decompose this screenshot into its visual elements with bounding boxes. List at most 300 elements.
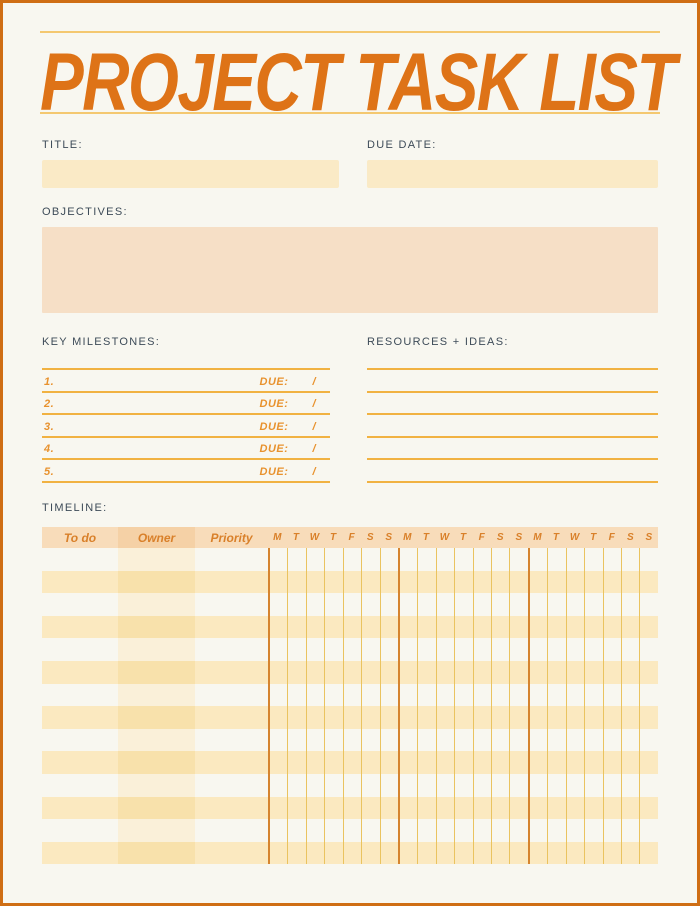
day-cell[interactable] [584,842,602,865]
day-cell[interactable] [566,729,584,752]
day-cell[interactable] [306,548,324,571]
day-cell[interactable] [454,729,472,752]
day-cell[interactable] [639,797,657,820]
day-cell[interactable] [454,593,472,616]
day-cell[interactable] [287,729,305,752]
day-cell[interactable] [343,571,361,594]
day-cell[interactable] [603,729,621,752]
day-cell[interactable] [361,751,379,774]
day-cell[interactable] [454,548,472,571]
day-cell[interactable] [361,616,379,639]
day-cell[interactable] [268,729,287,752]
day-cell[interactable] [361,797,379,820]
day-cell[interactable] [287,774,305,797]
day-cell[interactable] [566,706,584,729]
day-cell[interactable] [509,638,527,661]
day-cell[interactable] [509,751,527,774]
day-cell[interactable] [306,729,324,752]
day-cell[interactable] [547,842,565,865]
day-cell[interactable] [639,819,657,842]
day-cell[interactable] [324,661,342,684]
day-cell[interactable] [287,797,305,820]
day-cell[interactable] [287,548,305,571]
day-cell[interactable] [268,571,287,594]
day-cell[interactable] [547,661,565,684]
day-cell[interactable] [343,774,361,797]
day-cell[interactable] [417,616,435,639]
day-cell[interactable] [491,774,509,797]
day-cell[interactable] [306,842,324,865]
day-cell[interactable] [361,684,379,707]
day-cell[interactable] [454,819,472,842]
day-cell[interactable] [287,593,305,616]
day-cell[interactable] [417,751,435,774]
day-cell[interactable] [547,819,565,842]
cell-todo[interactable] [42,842,118,865]
day-cell[interactable] [361,774,379,797]
day-cell[interactable] [621,842,639,865]
day-cell[interactable] [491,548,509,571]
day-cell[interactable] [380,751,398,774]
day-cell[interactable] [491,729,509,752]
day-cell[interactable] [306,774,324,797]
day-cell[interactable] [287,842,305,865]
day-cell[interactable] [398,593,417,616]
resource-line[interactable] [367,415,658,438]
day-cell[interactable] [361,706,379,729]
day-cell[interactable] [417,774,435,797]
day-cell[interactable] [268,684,287,707]
cell-priority[interactable] [195,638,268,661]
day-cell[interactable] [417,797,435,820]
day-cell[interactable] [621,751,639,774]
day-cell[interactable] [528,593,547,616]
day-cell[interactable] [528,729,547,752]
day-cell[interactable] [584,616,602,639]
day-cell[interactable] [491,638,509,661]
day-cell[interactable] [639,571,657,594]
day-cell[interactable] [509,774,527,797]
cell-priority[interactable] [195,751,268,774]
day-cell[interactable] [454,751,472,774]
day-cell[interactable] [436,774,454,797]
day-cell[interactable] [324,638,342,661]
objectives-textarea[interactable] [42,227,658,313]
day-cell[interactable] [639,661,657,684]
day-cell[interactable] [268,842,287,865]
day-cell[interactable] [417,684,435,707]
day-cell[interactable] [547,797,565,820]
day-cell[interactable] [324,593,342,616]
day-cell[interactable] [603,638,621,661]
day-cell[interactable] [324,729,342,752]
day-cell[interactable] [566,797,584,820]
cell-priority[interactable] [195,571,268,594]
day-cell[interactable] [639,842,657,865]
day-cell[interactable] [603,751,621,774]
day-cell[interactable] [547,706,565,729]
cell-priority[interactable] [195,842,268,865]
cell-todo[interactable] [42,548,118,571]
day-cell[interactable] [287,706,305,729]
day-cell[interactable] [621,593,639,616]
day-cell[interactable] [436,593,454,616]
day-cell[interactable] [380,729,398,752]
day-cell[interactable] [473,797,491,820]
day-cell[interactable] [436,684,454,707]
day-cell[interactable] [454,797,472,820]
day-cell[interactable] [528,819,547,842]
day-cell[interactable] [436,797,454,820]
day-cell[interactable] [398,774,417,797]
day-cell[interactable] [584,706,602,729]
day-cell[interactable] [547,684,565,707]
day-cell[interactable] [417,638,435,661]
day-cell[interactable] [343,842,361,865]
day-cell[interactable] [491,684,509,707]
day-cell[interactable] [436,706,454,729]
cell-todo[interactable] [42,593,118,616]
day-cell[interactable] [639,638,657,661]
day-cell[interactable] [324,774,342,797]
day-cell[interactable] [398,706,417,729]
cell-owner[interactable] [118,571,195,594]
day-cell[interactable] [454,616,472,639]
day-cell[interactable] [287,819,305,842]
day-cell[interactable] [639,774,657,797]
cell-todo[interactable] [42,706,118,729]
day-cell[interactable] [621,819,639,842]
day-cell[interactable] [343,593,361,616]
day-cell[interactable] [473,706,491,729]
day-cell[interactable] [306,706,324,729]
day-cell[interactable] [361,638,379,661]
day-cell[interactable] [509,661,527,684]
cell-priority[interactable] [195,797,268,820]
day-cell[interactable] [436,751,454,774]
milestone-fill-line[interactable] [54,388,259,391]
day-cell[interactable] [287,571,305,594]
day-cell[interactable] [417,548,435,571]
day-cell[interactable] [343,661,361,684]
day-cell[interactable] [380,842,398,865]
day-cell[interactable] [454,571,472,594]
day-cell[interactable] [306,661,324,684]
day-cell[interactable] [454,706,472,729]
day-cell[interactable] [547,729,565,752]
day-cell[interactable] [584,638,602,661]
day-cell[interactable] [473,774,491,797]
day-cell[interactable] [436,729,454,752]
cell-owner[interactable] [118,751,195,774]
day-cell[interactable] [639,616,657,639]
day-cell[interactable] [436,638,454,661]
day-cell[interactable] [380,706,398,729]
day-cell[interactable] [621,548,639,571]
day-cell[interactable] [509,616,527,639]
day-cell[interactable] [621,661,639,684]
day-cell[interactable] [509,593,527,616]
day-cell[interactable] [361,548,379,571]
day-cell[interactable] [380,616,398,639]
day-cell[interactable] [528,661,547,684]
day-cell[interactable] [473,593,491,616]
cell-owner[interactable] [118,729,195,752]
day-cell[interactable] [324,616,342,639]
day-cell[interactable] [343,706,361,729]
cell-priority[interactable] [195,729,268,752]
day-cell[interactable] [398,661,417,684]
day-cell[interactable] [268,774,287,797]
day-cell[interactable] [473,729,491,752]
day-cell[interactable] [584,548,602,571]
day-cell[interactable] [603,774,621,797]
day-cell[interactable] [528,616,547,639]
day-cell[interactable] [491,797,509,820]
day-cell[interactable] [566,593,584,616]
day-cell[interactable] [621,729,639,752]
day-cell[interactable] [417,571,435,594]
day-cell[interactable] [454,638,472,661]
day-cell[interactable] [306,751,324,774]
cell-owner[interactable] [118,638,195,661]
day-cell[interactable] [380,797,398,820]
cell-todo[interactable] [42,819,118,842]
cell-todo[interactable] [42,797,118,820]
cell-priority[interactable] [195,684,268,707]
day-cell[interactable] [343,616,361,639]
cell-todo[interactable] [42,661,118,684]
day-cell[interactable] [621,638,639,661]
day-cell[interactable] [566,571,584,594]
day-cell[interactable] [566,616,584,639]
day-cell[interactable] [268,638,287,661]
day-cell[interactable] [528,548,547,571]
day-cell[interactable] [436,616,454,639]
cell-owner[interactable] [118,684,195,707]
day-cell[interactable] [417,593,435,616]
cell-owner[interactable] [118,774,195,797]
day-cell[interactable] [380,548,398,571]
day-cell[interactable] [566,751,584,774]
day-cell[interactable] [528,797,547,820]
day-cell[interactable] [584,819,602,842]
day-cell[interactable] [361,842,379,865]
day-cell[interactable] [528,571,547,594]
day-cell[interactable] [380,638,398,661]
day-cell[interactable] [361,729,379,752]
day-cell[interactable] [584,593,602,616]
day-cell[interactable] [547,571,565,594]
day-cell[interactable] [603,593,621,616]
day-cell[interactable] [268,751,287,774]
resource-line[interactable] [367,438,658,461]
day-cell[interactable] [547,638,565,661]
day-cell[interactable] [473,684,491,707]
day-cell[interactable] [306,593,324,616]
day-cell[interactable] [509,797,527,820]
day-cell[interactable] [324,751,342,774]
day-cell[interactable] [584,571,602,594]
day-cell[interactable] [621,616,639,639]
day-cell[interactable] [398,819,417,842]
day-cell[interactable] [603,616,621,639]
day-cell[interactable] [324,819,342,842]
day-cell[interactable] [361,661,379,684]
day-cell[interactable] [268,819,287,842]
day-cell[interactable] [436,548,454,571]
day-cell[interactable] [603,797,621,820]
day-cell[interactable] [528,706,547,729]
day-cell[interactable] [639,684,657,707]
milestone-fill-line[interactable] [54,410,259,413]
day-cell[interactable] [306,797,324,820]
cell-owner[interactable] [118,706,195,729]
day-cell[interactable] [603,571,621,594]
day-cell[interactable] [287,684,305,707]
day-cell[interactable] [509,548,527,571]
day-cell[interactable] [380,661,398,684]
day-cell[interactable] [343,548,361,571]
day-cell[interactable] [621,774,639,797]
day-cell[interactable] [621,684,639,707]
day-cell[interactable] [380,819,398,842]
day-cell[interactable] [566,842,584,865]
day-cell[interactable] [417,842,435,865]
day-cell[interactable] [639,729,657,752]
resource-line[interactable] [367,460,658,483]
day-cell[interactable] [287,616,305,639]
day-cell[interactable] [473,751,491,774]
day-cell[interactable] [547,548,565,571]
day-cell[interactable] [287,751,305,774]
cell-todo[interactable] [42,729,118,752]
day-cell[interactable] [639,548,657,571]
day-cell[interactable] [621,797,639,820]
day-cell[interactable] [639,593,657,616]
day-cell[interactable] [417,706,435,729]
day-cell[interactable] [491,661,509,684]
cell-priority[interactable] [195,774,268,797]
day-cell[interactable] [417,729,435,752]
milestone-fill-line[interactable] [54,478,259,481]
day-cell[interactable] [454,842,472,865]
day-cell[interactable] [639,706,657,729]
cell-todo[interactable] [42,638,118,661]
day-cell[interactable] [473,548,491,571]
day-cell[interactable] [491,751,509,774]
day-cell[interactable] [603,706,621,729]
cell-priority[interactable] [195,661,268,684]
day-cell[interactable] [603,819,621,842]
day-cell[interactable] [454,661,472,684]
cell-priority[interactable] [195,706,268,729]
day-cell[interactable] [324,684,342,707]
milestone-fill-line[interactable] [54,433,259,436]
day-cell[interactable] [603,661,621,684]
cell-owner[interactable] [118,548,195,571]
day-cell[interactable] [268,797,287,820]
day-cell[interactable] [566,548,584,571]
day-cell[interactable] [491,819,509,842]
day-cell[interactable] [436,571,454,594]
resource-line[interactable] [367,370,658,393]
day-cell[interactable] [584,661,602,684]
cell-owner[interactable] [118,616,195,639]
day-cell[interactable] [306,684,324,707]
day-cell[interactable] [528,638,547,661]
cell-priority[interactable] [195,819,268,842]
day-cell[interactable] [509,684,527,707]
day-cell[interactable] [398,684,417,707]
day-cell[interactable] [343,797,361,820]
day-cell[interactable] [306,638,324,661]
day-cell[interactable] [473,638,491,661]
day-cell[interactable] [398,797,417,820]
day-cell[interactable] [398,571,417,594]
day-cell[interactable] [509,842,527,865]
day-cell[interactable] [361,593,379,616]
day-cell[interactable] [268,593,287,616]
cell-priority[interactable] [195,548,268,571]
day-cell[interactable] [343,819,361,842]
day-cell[interactable] [473,819,491,842]
day-cell[interactable] [509,571,527,594]
cell-priority[interactable] [195,616,268,639]
cell-todo[interactable] [42,571,118,594]
day-cell[interactable] [528,751,547,774]
day-cell[interactable] [380,774,398,797]
day-cell[interactable] [621,706,639,729]
cell-owner[interactable] [118,797,195,820]
day-cell[interactable] [287,638,305,661]
day-cell[interactable] [268,616,287,639]
cell-todo[interactable] [42,774,118,797]
day-cell[interactable] [528,842,547,865]
day-cell[interactable] [343,684,361,707]
due-date-input[interactable] [367,160,658,188]
day-cell[interactable] [473,842,491,865]
day-cell[interactable] [584,797,602,820]
day-cell[interactable] [584,684,602,707]
day-cell[interactable] [343,638,361,661]
day-cell[interactable] [343,751,361,774]
day-cell[interactable] [621,571,639,594]
day-cell[interactable] [547,774,565,797]
day-cell[interactable] [603,842,621,865]
day-cell[interactable] [566,661,584,684]
day-cell[interactable] [268,548,287,571]
day-cell[interactable] [473,661,491,684]
day-cell[interactable] [287,661,305,684]
day-cell[interactable] [324,797,342,820]
day-cell[interactable] [603,548,621,571]
day-cell[interactable] [639,751,657,774]
cell-owner[interactable] [118,593,195,616]
cell-owner[interactable] [118,842,195,865]
day-cell[interactable] [361,571,379,594]
day-cell[interactable] [473,616,491,639]
day-cell[interactable] [398,638,417,661]
day-cell[interactable] [584,751,602,774]
day-cell[interactable] [324,571,342,594]
day-cell[interactable] [491,571,509,594]
day-cell[interactable] [528,774,547,797]
day-cell[interactable] [268,661,287,684]
day-cell[interactable] [584,729,602,752]
day-cell[interactable] [306,616,324,639]
day-cell[interactable] [454,684,472,707]
